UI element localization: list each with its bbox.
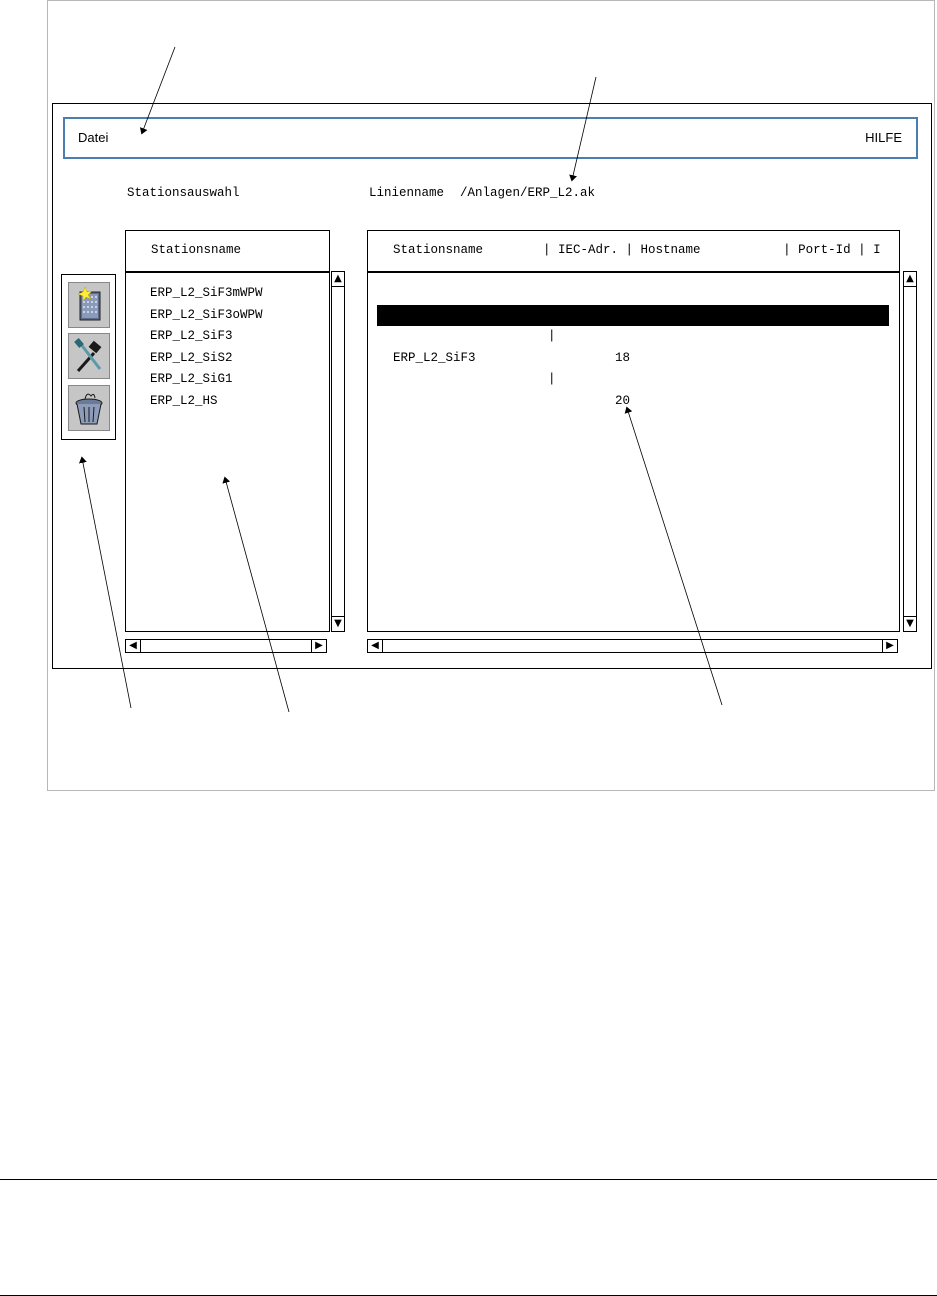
scroll-down-arrow-icon[interactable]: ▼ — [904, 616, 916, 631]
line-name-label: Linienname — [369, 186, 445, 200]
list-item[interactable]: ERP_L2_SiG1 — [150, 372, 233, 386]
iec-address-cell: 19 — [615, 372, 631, 386]
iec-address-cell: 20 — [615, 393, 631, 408]
table-header: Stationsname | IEC-Adr. | Hostname | Port-Id | I — [393, 243, 881, 257]
list-item[interactable]: ERP_L2_SiS2 — [150, 350, 233, 365]
line-path-value: /Anlagen/ERP_L2.ak — [460, 186, 596, 200]
station-name-cell: ERP_L2_SiS2 — [393, 329, 476, 343]
list-item[interactable]: ERP_L2_SiF3 — [150, 329, 233, 343]
annotation-arrow-left-list — [225, 478, 289, 712]
annotation-arrow-menubar — [142, 47, 175, 133]
left-list-header: Stationsname — [151, 243, 242, 257]
station-selection-label: Stationsauswahl — [127, 186, 240, 200]
scroll-left-arrow-icon[interactable]: ◀ — [126, 640, 141, 652]
scroll-left-arrow-icon[interactable]: ◀ — [368, 640, 383, 652]
list-item[interactable]: ERP_L2_SiF3mWPW — [150, 286, 263, 300]
scroll-up-arrow-icon[interactable]: ▲ — [332, 272, 344, 287]
scroll-up-arrow-icon[interactable]: ▲ — [904, 272, 916, 287]
column-separator: | — [548, 372, 556, 386]
annotation-arrow-right-list — [627, 408, 722, 705]
annotation-arrow-toolbar — [82, 458, 131, 708]
column-separator: | — [548, 329, 556, 343]
menu-datei[interactable]: Datei — [78, 130, 109, 145]
column-separator: | — [548, 350, 556, 365]
iec-address-cell: 18 — [615, 350, 631, 365]
annotation-arrow-linename — [572, 77, 596, 180]
station-name-cell: ERP_L2_SiF3 — [393, 350, 476, 365]
footer-divider-top — [0, 1179, 937, 1180]
list-item[interactable]: ERP_L2_SiF3oWPW — [150, 307, 263, 322]
scroll-down-arrow-icon[interactable]: ▼ — [332, 616, 344, 631]
menu-hilfe[interactable]: HILFE — [865, 130, 902, 145]
scroll-right-arrow-icon[interactable]: ▶ — [882, 640, 897, 652]
list-item[interactable]: ERP_L2_HS — [150, 393, 218, 408]
scroll-right-arrow-icon[interactable]: ▶ — [311, 640, 326, 652]
